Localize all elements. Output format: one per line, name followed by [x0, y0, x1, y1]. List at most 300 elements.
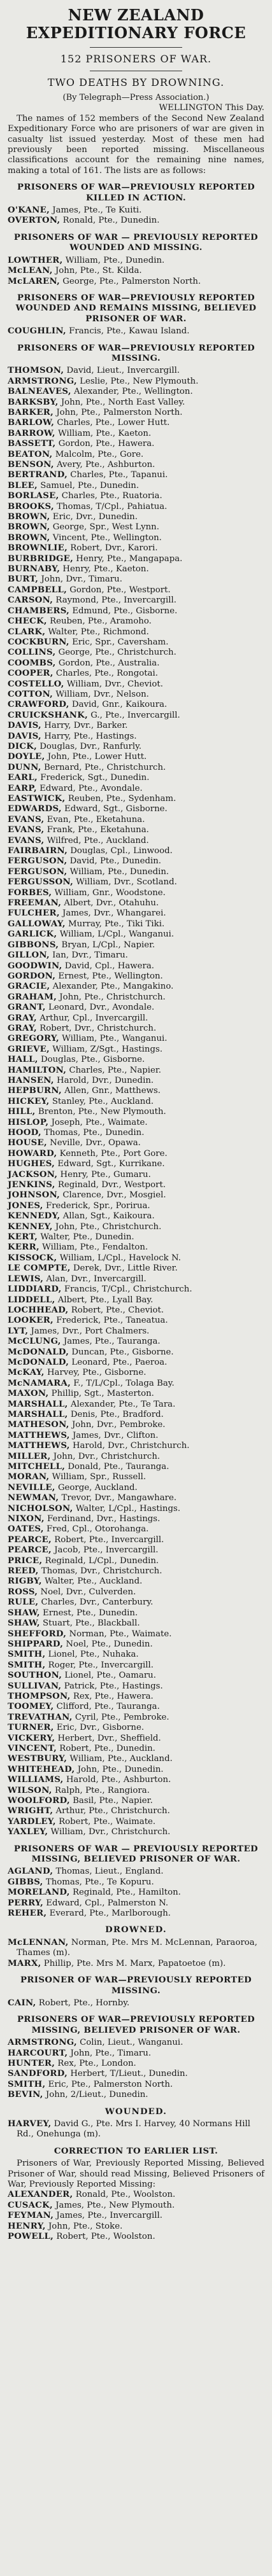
entry-surname: LE COMPTE,: [8, 1264, 71, 1274]
entry-details: Alan, Dvr., Invercargill.: [46, 1274, 147, 1284]
entry-details: Ernest, Pte., Dunedin.: [43, 1608, 138, 1618]
list-item: [8, 815, 264, 825]
entry-surname: GIBBS,: [8, 1877, 43, 1887]
entry-details: George, Pte., Palmerston North.: [62, 276, 201, 286]
entry-surname: GOODWIN,: [8, 961, 62, 971]
list-item: [8, 429, 264, 439]
list-item: [8, 554, 264, 564]
list-item: [8, 1452, 264, 1462]
list-item: [8, 1305, 264, 1316]
list-item: [8, 387, 264, 397]
list-item: [8, 585, 264, 595]
list-item: [8, 982, 264, 992]
list-item: [8, 1285, 264, 1295]
entry-details: Edward, Cpl., Palmerston N.: [46, 1898, 169, 1908]
entry-details: John, Dvr., Christchurch.: [53, 1451, 161, 1461]
entry-surname: McLAREN,: [8, 276, 60, 286]
entry-surname: TREVATHAN,: [8, 1712, 73, 1722]
entry-details: Douglas, Pte., Gisborne.: [40, 1055, 145, 1065]
entry-surname: BLEE,: [8, 480, 38, 491]
list-item: [8, 2201, 264, 2211]
entry-details: Harry, Pte., Hastings.: [44, 731, 137, 741]
entry-surname: BURBRIDGE,: [8, 553, 74, 564]
entry-surname: BEATON,: [8, 449, 53, 459]
entry-details: Harold, Dvr., Dunedin.: [57, 1075, 154, 1085]
entry-surname: BROOKS,: [8, 501, 54, 512]
list-item: [8, 1692, 264, 1702]
list-item: [8, 1253, 264, 1264]
entry-surname: SULLIVAN,: [8, 1681, 62, 1691]
entry-surname: DUNN,: [8, 762, 41, 772]
list-item: [8, 2038, 264, 2048]
entry-details: Frederick, Pte., Taneatua.: [56, 1316, 168, 1326]
entry-details: Cyril, Pte., Pembroke.: [75, 1712, 169, 1722]
entry-surname: MORELAND,: [8, 1888, 70, 1898]
list-item: [8, 1535, 264, 1545]
entry-surname: NICHOLSON,: [8, 1503, 73, 1514]
entry-surname: NIXON,: [8, 1514, 45, 1524]
entry-details: Henry, Pte., Gumaru.: [60, 1169, 151, 1180]
casualty-section: [8, 1844, 264, 1919]
entry-surname: THOMSON,: [8, 366, 64, 376]
list-item: [8, 1024, 264, 1034]
list-item: [8, 1066, 264, 1076]
list-item: [8, 595, 264, 606]
entry-details: Charles, Pte., Ruatoria.: [61, 491, 162, 501]
list-item: [8, 470, 264, 480]
list-item: [8, 1504, 264, 1514]
list-item: [8, 543, 264, 553]
entry-details: James, Dvr., Whangarei.: [62, 909, 166, 919]
entry-details: Patrick, Pte., Hastings.: [64, 1681, 163, 1691]
list-item: [8, 1556, 264, 1566]
entry-surname: CUSACK,: [8, 2200, 53, 2210]
entry-surname: MATTHEWS,: [8, 1430, 70, 1440]
list-item: [8, 1938, 264, 1959]
entry-details: Raymond, Pte., Invercargill.: [55, 595, 176, 606]
entry-details: Charles, Dvr., Canterbury.: [41, 1598, 154, 1608]
entry-details: Harold, Pte., Ashburton.: [66, 1775, 171, 1785]
entry-surname: ARMSTRONG,: [8, 2038, 77, 2048]
entry-details: Gordon, Pte., Australia.: [58, 658, 160, 668]
byline: (By Telegraph—Press Association.): [62, 93, 210, 102]
list-item: [8, 606, 264, 616]
list-item: [8, 836, 264, 846]
entry-surname: HUNTER,: [8, 2058, 55, 2068]
entry-surname: THOMPSON,: [8, 1691, 71, 1701]
entry-surname: PERRY,: [8, 1898, 44, 1908]
entry-details: James, Pte., Invercargill.: [56, 2211, 163, 2221]
entry-details: Bernard, Pte., Christchurch.: [43, 762, 166, 772]
entry-surname: MAXON,: [8, 1389, 49, 1399]
section-heading: PRISONERS OF WAR—PREVIOUSLY REPORTED KILLED IN ACTION.: [17, 183, 255, 203]
entry-details: Lionel, Pte., Nuhaka.: [48, 1650, 139, 1660]
entry-surname: HICKEY,: [8, 1096, 50, 1106]
entry-details: Henry, Pte., Mangapapa.: [76, 553, 183, 564]
list-item: [8, 1754, 264, 1764]
entry-details: Derek, Dvr., Little River.: [73, 1264, 178, 1274]
list-item: [8, 1959, 264, 1969]
list-item: [8, 1190, 264, 1201]
entry-surname: BEVIN,: [8, 2090, 43, 2100]
entry-details: Eric, Dvr., Gisborne.: [56, 1723, 145, 1733]
casualty-section: [8, 2107, 264, 2140]
entry-surname: MORAN,: [8, 1472, 50, 1482]
entry-list: [8, 366, 264, 1837]
entry-surname: KERR,: [8, 1243, 39, 1253]
entry-list: [8, 1938, 264, 1969]
entry-surname: DAVIS,: [8, 721, 41, 731]
entry-details: Clarence, Dvr., Mosgiel.: [62, 1190, 166, 1201]
list-item: [8, 1629, 264, 1640]
entry-surname: BROWN,: [8, 533, 50, 543]
list-item: [8, 366, 264, 376]
entry-surname: TURNER,: [8, 1723, 54, 1733]
list-item: [8, 627, 264, 637]
list-item: [8, 1316, 264, 1326]
entry-details: Roger, Pte., Invercargill.: [48, 1660, 154, 1670]
list-item: [8, 763, 264, 773]
entry-surname: DOYLE,: [8, 752, 45, 762]
entry-details: Avery, Pte., Ashburton.: [56, 460, 155, 470]
entry-details: Reuben, Pte., Sydenham.: [68, 794, 176, 804]
list-item: [8, 1368, 264, 1378]
list-item: [8, 1671, 264, 1681]
entry-details: Murray, Pte., Tiki Tiki.: [68, 919, 165, 929]
list-item: [8, 377, 264, 387]
entry-details: Ian, Dvr., Timaru.: [52, 950, 128, 961]
entry-surname: YARDLEY,: [8, 1816, 56, 1827]
entry-surname: GRAY,: [8, 1013, 37, 1023]
entry-surname: WESTBURY,: [8, 1754, 68, 1764]
entry-details: Robert, Pte., Hornby.: [38, 1998, 130, 2008]
entry-details: Eric, Spr., Caversham.: [72, 637, 169, 647]
list-item: [8, 1149, 264, 1159]
entry-surname: SMITH,: [8, 2079, 46, 2089]
entry-surname: BARROW,: [8, 428, 55, 438]
entry-details: John, Pte., Christchurch.: [59, 992, 166, 1002]
entry-details: William, L/Cpl., Wanganui.: [59, 929, 175, 940]
entry-surname: RULE,: [8, 1598, 39, 1608]
list-item: [8, 804, 264, 814]
list-item: [8, 1138, 264, 1148]
list-item: [8, 1598, 264, 1608]
list-item: [8, 1389, 264, 1399]
entry-details: Herbert, Dvr., Sheffield.: [57, 1733, 161, 1743]
entry-surname: SHEFFORD,: [8, 1629, 67, 1639]
entry-details: William, Pte., Kaeton.: [58, 428, 152, 438]
list-item: [8, 1326, 264, 1337]
entry-details: James, Pte., Tauranga.: [63, 1337, 161, 1347]
entry-surname: JACKSON,: [8, 1169, 58, 1180]
list-item: [8, 574, 264, 585]
entry-surname: McLEAN,: [8, 266, 53, 276]
entry-details: John, Pte., Lower Hutt.: [47, 752, 147, 762]
entry-details: John, 2/Lieut., Dunedin.: [45, 2090, 148, 2100]
entry-details: Edward, Pte., Avondale.: [39, 783, 143, 793]
list-item: [8, 533, 264, 543]
entry-details: Noel, Pte., Dunedin.: [66, 1639, 153, 1649]
list-item: [8, 481, 264, 491]
list-item: [8, 512, 264, 522]
entry-surname: GRANT,: [8, 1003, 46, 1013]
entry-details: Arthur, Cpl., Invercargill.: [39, 1013, 148, 1023]
entry-surname: JONES,: [8, 1201, 43, 1211]
entry-surname: McLENNAN,: [8, 1937, 69, 1947]
list-item: [8, 1472, 264, 1482]
entry-details: Harry, Dvr., Barker.: [44, 721, 128, 731]
list-item: [8, 1640, 264, 1650]
list-item: [8, 711, 264, 721]
entry-surname: HILL,: [8, 1107, 36, 1117]
entry-surname: YAXLEY,: [8, 1827, 48, 1837]
entry-details: Albert, Pte., Lyall Bay.: [57, 1295, 154, 1305]
entry-list: [8, 205, 264, 226]
entry-surname: OATES,: [8, 1524, 44, 1535]
entry-details: Douglas, Dvr., Ranfurly.: [39, 741, 142, 751]
list-item: [8, 1379, 264, 1389]
entry-surname: HARCOURT,: [8, 2048, 68, 2058]
list-item: [8, 460, 264, 470]
entry-details: William, Z/Sgt., Hastings.: [52, 1044, 163, 1054]
list-item: [8, 1441, 264, 1451]
entry-details: Edmund, Pte., Gisborne.: [72, 606, 178, 616]
entry-surname: WOOLFORD,: [8, 1796, 70, 1806]
entry-details: Lionel, Pte., Oamaru.: [64, 1671, 156, 1681]
entry-details: G., Pte., Invercargill.: [90, 710, 180, 720]
entry-details: William, Pte., Dunedin.: [65, 255, 165, 265]
entry-surname: BALNEAVES,: [8, 387, 71, 397]
entry-surname: VICKERY,: [8, 1733, 55, 1743]
entry-surname: MARX,: [8, 1958, 41, 1968]
entry-surname: BROWNLIE,: [8, 543, 68, 553]
entry-surname: KERT,: [8, 1232, 38, 1243]
list-item: [8, 1462, 264, 1472]
list-item: [8, 1608, 264, 1619]
list-item: [8, 1431, 264, 1441]
entry-details: Neville, Dvr., Opawa.: [50, 1138, 141, 1148]
entry-details: Walter, Pte., Dunedin.: [40, 1232, 134, 1243]
entry-details: Denis, Pte., Bradford.: [70, 1409, 164, 1419]
entry-surname: HUGHES,: [8, 1159, 55, 1169]
entry-surname: PEARCE,: [8, 1535, 52, 1545]
entry-surname: NEVILLE,: [8, 1482, 55, 1493]
entry-details: Reuben, Pte., Aramoho.: [50, 616, 152, 627]
list-item: [8, 919, 264, 929]
entry-details: David, Pte., Dunedin.: [69, 856, 162, 867]
entry-details: Frederick, Sgt., Dunedin.: [40, 773, 150, 783]
entry-surname: JOHNSON,: [8, 1190, 61, 1201]
entry-surname: McCLUNG,: [8, 1337, 61, 1347]
list-item: [8, 742, 264, 752]
entry-surname: CLARK,: [8, 627, 46, 637]
entry-surname: HOWARD,: [8, 1148, 57, 1159]
list-item: [8, 1211, 264, 1222]
list-item: [8, 940, 264, 950]
entry-surname: FEYMAN,: [8, 2211, 54, 2221]
entry-surname: GALLOWAY,: [8, 919, 66, 929]
list-item: [8, 2190, 264, 2200]
entry-details: Rex, Pte., Hawera.: [73, 1691, 154, 1701]
list-item: [8, 1222, 264, 1232]
list-item: [8, 1347, 264, 1358]
list-item: [8, 1723, 264, 1733]
list-item: [8, 1796, 264, 1806]
entry-surname: SMITH,: [8, 1660, 46, 1670]
entry-surname: COSTELLO,: [8, 679, 64, 689]
entry-details: Samuel, Pte., Dunedin.: [40, 480, 140, 491]
list-item: [8, 1888, 264, 1898]
entry-surname: KENNEY,: [8, 1222, 53, 1232]
entry-surname: BARKER,: [8, 407, 54, 417]
list-item: [8, 1827, 264, 1837]
list-item: [8, 648, 264, 658]
entry-surname: HISLOP,: [8, 1117, 49, 1127]
list-item: [8, 658, 264, 669]
list-item: [8, 450, 264, 460]
list-item: [8, 1076, 264, 1086]
entry-surname: FERGUSON,: [8, 867, 68, 877]
entry-surname: GRACIE,: [8, 982, 50, 992]
list-item: [8, 2069, 264, 2079]
list-item: [8, 1619, 264, 1629]
list-item: [8, 1170, 264, 1180]
list-item: [8, 846, 264, 856]
entry-details: Alexander, Pte., Wellington.: [74, 387, 193, 397]
entry-surname: WILLIAMS,: [8, 1775, 64, 1785]
entry-surname: POWELL,: [8, 2232, 54, 2242]
entry-surname: MARSHALL,: [8, 1399, 68, 1409]
entry-details: John, Dvr., Pembroke.: [71, 1420, 166, 1430]
list-item: [8, 1264, 264, 1274]
list-item: [8, 408, 264, 418]
entry-details: William, Pte., Auckland.: [69, 1754, 173, 1764]
entry-details: John, Pte., Stoke.: [48, 2221, 123, 2231]
entry-details: Robert, Pte., Dunedin.: [59, 1743, 155, 1753]
entry-details: Allen, Gnr., Matthews.: [64, 1086, 161, 1096]
list-item: [8, 909, 264, 919]
entry-details: Evan, Pte., Eketahuna.: [47, 814, 145, 825]
entry-details: Albert, Dvr., Otahuhu.: [64, 898, 159, 909]
entry-details: Everard, Pte., Marlborough.: [49, 1909, 171, 1919]
entry-details: Robert, Pte., Woolston.: [56, 2232, 155, 2242]
entry-surname: HARVEY,: [8, 2119, 52, 2129]
entry-surname: HOOD,: [8, 1128, 41, 1138]
entry-surname: FAIRBAIRN,: [8, 846, 68, 856]
section-heading: WOUNDED.: [104, 2106, 168, 2117]
list-item: [8, 564, 264, 574]
list-item: [8, 326, 264, 337]
section-heading: DROWNED.: [105, 1925, 167, 1935]
entry-surname: FERGUSSON,: [8, 877, 74, 888]
entry-details: Vincent, Pte., Wellington.: [52, 533, 162, 543]
casualty-section: [8, 183, 264, 226]
entry-surname: BERTRAND,: [8, 470, 68, 480]
entry-details: Phillip, Sgt., Masterton.: [51, 1389, 154, 1399]
entry-details: Douglas, Cpl., Linwood.: [70, 846, 173, 856]
casualty-section: [8, 1975, 264, 2009]
entry-surname: COOMBS,: [8, 658, 56, 668]
entry-details: William, L/Cpl., Havelock N.: [59, 1253, 181, 1263]
list-item: [8, 1867, 264, 1877]
entry-surname: OVERTON,: [8, 216, 61, 226]
list-item: [8, 2119, 264, 2140]
entry-surname: KISSOCK,: [8, 1253, 57, 1263]
section-heading: CORRECTION TO EARLIER LIST.: [54, 2146, 218, 2156]
entry-surname: REHER,: [8, 1909, 47, 1919]
entry-surname: FORBES,: [8, 888, 52, 898]
entry-details: Norman, Pte. Mrs M. McLennan, Paraoroa, Thames (m).: [17, 1937, 257, 1958]
entry-details: Thomas, Dvr., Christchurch.: [41, 1566, 162, 1577]
entry-list: [8, 2190, 264, 2242]
list-item: [8, 950, 264, 961]
entry-surname: MATTHEWS,: [8, 1441, 70, 1451]
entry-surname: TOOMEY,: [8, 1702, 54, 1712]
entry-details: Walter, Pte., Richmond.: [48, 627, 149, 637]
entry-surname: HALL,: [8, 1055, 38, 1065]
list-item: [8, 1660, 264, 1671]
entry-surname: RIGBY,: [8, 1577, 42, 1587]
entry-list: [8, 2119, 264, 2140]
entry-details: Herbert, T/Lieut., Dunedin.: [70, 2069, 188, 2079]
list-item: [8, 1514, 264, 1524]
list-item: [8, 1337, 264, 1347]
list-item: [8, 856, 264, 867]
entry-details: Brenton, Pte., New Plymouth.: [38, 1107, 166, 1117]
entry-details: Edward, Sgt., Kurrikane.: [57, 1159, 165, 1169]
list-item: [8, 1118, 264, 1128]
entry-details: Trevor, Dvr., Mangawhare.: [61, 1493, 177, 1503]
section-heading: PRISONERS OF WAR — PREVIOUSLY REPORTED WOUNDED AND MISSING.: [13, 232, 259, 253]
list-item: [8, 1483, 264, 1493]
entry-details: Duncan, Pte., Gisborne.: [71, 1347, 174, 1357]
entry-surname: CARSON,: [8, 595, 54, 606]
entry-details: John, Pte., North East Valley.: [61, 397, 185, 407]
entry-surname: EVANS,: [8, 814, 45, 825]
entry-surname: SMITH,: [8, 1650, 46, 1660]
list-item: [8, 1765, 264, 1775]
list-item: [8, 637, 264, 648]
list-item: [8, 1097, 264, 1107]
list-item: [8, 2232, 264, 2242]
entry-surname: MILLER,: [8, 1451, 51, 1461]
list-item: [8, 1877, 264, 1888]
list-item: [8, 2059, 264, 2069]
entry-surname: COUGHLIN,: [8, 326, 66, 337]
entry-details: John, Pte., Timaru.: [70, 2048, 152, 2058]
list-item: [8, 1180, 264, 1190]
list-item: [8, 2090, 264, 2100]
section-note: Prisoners of War, Previously Reported Missing, Believed Prisoner of War, should read Missing, Believed Prisoners of War, Previously Reported Missing:: [8, 2159, 264, 2189]
entry-surname: McNAMARA,: [8, 1378, 71, 1388]
entry-details: F., T/L/Cpl., Tolaga Bay.: [73, 1378, 175, 1388]
list-item: [8, 1713, 264, 1723]
entry-details: Walter, L/Cpl., Hastings.: [75, 1503, 181, 1514]
entry-details: William, Dvr., Cheviot.: [66, 679, 164, 689]
list-item: [8, 256, 264, 266]
entry-surname: GRAY,: [8, 1023, 37, 1033]
entry-surname: LOCHHEAD,: [8, 1305, 69, 1315]
entry-details: John, Pte., St. Kilda.: [55, 266, 142, 276]
entry-details: Leonard, Pte., Paeroa.: [71, 1357, 168, 1367]
list-item: [8, 1734, 264, 1744]
entry-surname: BURT,: [8, 574, 39, 585]
list-item: [8, 1107, 264, 1117]
list-item: [8, 439, 264, 449]
entry-details: Henry, Pte., Kaeton.: [62, 564, 149, 574]
list-item: [8, 732, 264, 742]
entry-details: Robert, Pte., Cheviot.: [71, 1305, 164, 1315]
